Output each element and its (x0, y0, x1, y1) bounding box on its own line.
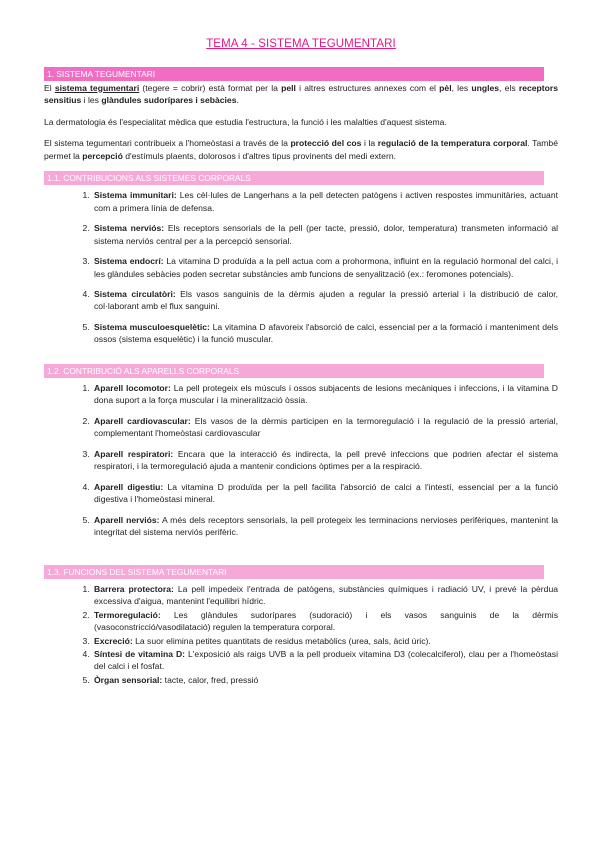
section-heading-1: 1. SISTEMA TEGUMENTARI (44, 67, 544, 81)
section-heading-1-2: 1.2. CONTRIBUCIÓ ALS APARELLS CORPORALS (44, 364, 544, 378)
item-text: tacte, calor, fred, pressió (162, 674, 259, 685)
list-item (92, 635, 558, 647)
term-proteccio: protecció del cos (290, 138, 362, 149)
list-item (92, 481, 558, 506)
item-text: La vitamina D afavoreix l'absorció de calci, essencial per a la formació i manteniment dels ossos (sistema esquelètic) i la funció muscular. (94, 321, 558, 345)
term-percepcio: percepció (82, 150, 123, 161)
text: . També permet la (44, 138, 558, 161)
text: , les (451, 82, 472, 93)
item-text: La pell impedeix l'entrada de patògens, substàncies químiques i radiació UV, i prevé la pèrdua excessiva d'aigua, mantenint l'equilibri hídric. (94, 583, 559, 607)
list-item (92, 321, 558, 346)
list-item (92, 415, 558, 440)
item-text: A més dels receptors sensorials, la pell protegeix les terminacions nervioses perifèriques, mantenint la integritat del sistema nerviós perifèric. (94, 514, 559, 538)
body-systems-list (44, 189, 558, 346)
dermatology-paragraph: La dermatologia és l'especialitat mèdica que estudia l'estructura, la funció i les malalties d'aquest sistema. (44, 116, 447, 127)
list-item (92, 583, 558, 608)
item-text: Les cèl·lules de Langerhans a la pell detecten patògens i activen respostes immunitàries, actuant com a primera línia de defensa. (94, 190, 558, 213)
item-term: Barrera protectora: (94, 583, 174, 594)
text: El (44, 82, 55, 93)
document-page (44, 36, 558, 687)
item-term: Excreció: (94, 635, 133, 646)
item-text: Els vasos sanguinis de la dèrmis ajuden a regular la pressió arterial i la distribució de calor, col·laborant amb el flux sanguini. (94, 289, 559, 312)
body-apparatus-list (44, 382, 558, 539)
item-term: Aparell respiratori: (94, 448, 174, 459)
section-heading-1-1: 1.1. CONTRIBUCIONS ALS SISTEMES CORPORALS (44, 171, 544, 185)
item-term: Sistema endocrí: (94, 256, 164, 267)
term-pell: pell (281, 82, 296, 93)
item-term: Sistema immunitari: (94, 190, 177, 201)
item-text: L'exposició als raigs UVB a la pell produeix vitamina D3 (colecalciferol), clau per a l'homeòstasi del calci i el fosfat. (94, 649, 558, 672)
item-term: Aparell locomotor: (94, 383, 171, 394)
term-sistema-tegumentari: sistema tegumentari (54, 82, 140, 93)
item-term: Síntesi de vitamina D: (94, 649, 186, 660)
item-text: La suor elimina petites quantitats de residus metabòlics (urea, sals, àcid úric). (132, 635, 431, 646)
item-term: Aparell digestiu: (94, 481, 164, 492)
item-text: La vitamina D produïda per la pell facilita l'absorció de calci a l'intestí, essencial per a la funció digestiva i l'homeòstasi mineral. (94, 481, 559, 505)
text: . (236, 95, 239, 106)
term-pel: pèl (439, 82, 452, 93)
item-text: Els vasos de la dèrmis participen en la termoregulació i la regulació de la pressió arterial, complementant l'homeòstasi cardiovascular (94, 415, 558, 439)
functions-list (44, 583, 558, 687)
text: El sistema tegumentari contribueix a l'homeòstasi a través de la (44, 138, 291, 149)
item-term: Termoregulació: (94, 609, 161, 620)
document-title: TEMA 4 - SISTEMA TEGUMENTARI (206, 38, 396, 50)
item-term: Sistema nerviós: (94, 223, 165, 234)
item-term: Sistema circulatòri: (94, 289, 176, 300)
list-item (92, 674, 558, 686)
text: i la (361, 138, 378, 149)
text: , els (499, 82, 519, 93)
list-item (92, 222, 558, 247)
item-term: Sistema musculoesquelètic: (94, 321, 210, 332)
item-text: La pell protegeix els músculs i ossos subjacents de lesions mecàniques i infeccions, i la vitamina D dona suport a la força muscular i la mineralització òssia. (94, 383, 558, 406)
item-text: Les glàndules sudorípares (sudoració) i els vasos sanguinis de la dèrmis (vasoconstricció/vasodilatació) regulen la temperatura corporal. (94, 609, 558, 633)
list-item (92, 514, 558, 539)
item-text: Els receptors sensorials de la pell (per tacte, pressió, dolor, temperatura) transmeten informació al sistema nerviós central per a la percepció sensorial. (94, 223, 559, 246)
term-regulacio: regulació de la temperatura corporal (377, 138, 528, 149)
item-term: Aparell cardiovascular: (94, 415, 191, 426)
text: i altres estructures annexes com el (295, 82, 440, 93)
list-item (92, 448, 558, 473)
item-text: Encara que la interacció és indirecta, la pell prevé infeccions que podrien afectar el sistema respiratori, i la termoregulació ajuda a mantenir condicions òptimes per a la respiració. (94, 448, 558, 472)
list-item (92, 382, 558, 407)
list-item (92, 609, 558, 634)
list-item (92, 189, 558, 214)
homeostasis-paragraph (44, 137, 558, 162)
item-term: Aparell nerviós: (94, 514, 160, 525)
list-item (92, 288, 558, 313)
item-text: La vitamina D produïda a la pell actua com a prohormona, influint en la regulació hormonal del calci, i les glàndules sebàcies poden secretar substàncies amb funcions de senyalització (ex.: feromones potencials). (94, 256, 558, 279)
term-glandules: glàndules sudorípares i sebàcies (101, 95, 237, 106)
list-item (92, 255, 558, 280)
intro-paragraph (44, 82, 558, 107)
text: d'estímuls plaents, dolorosos i d'altres tipus provinents del medi extern. (122, 150, 396, 161)
term-receptors: receptors sensitius (44, 82, 559, 106)
item-term: Òrgan sensorial: (94, 674, 163, 685)
text: i les (81, 95, 102, 106)
list-item (92, 648, 558, 673)
text: (tegere = cobrir) està format per la (139, 82, 282, 93)
term-ungles: ungles (471, 82, 500, 93)
section-heading-1-3: 1.3. FUNCIONS DEL SISTEMA TEGUMENTARI (44, 565, 544, 579)
